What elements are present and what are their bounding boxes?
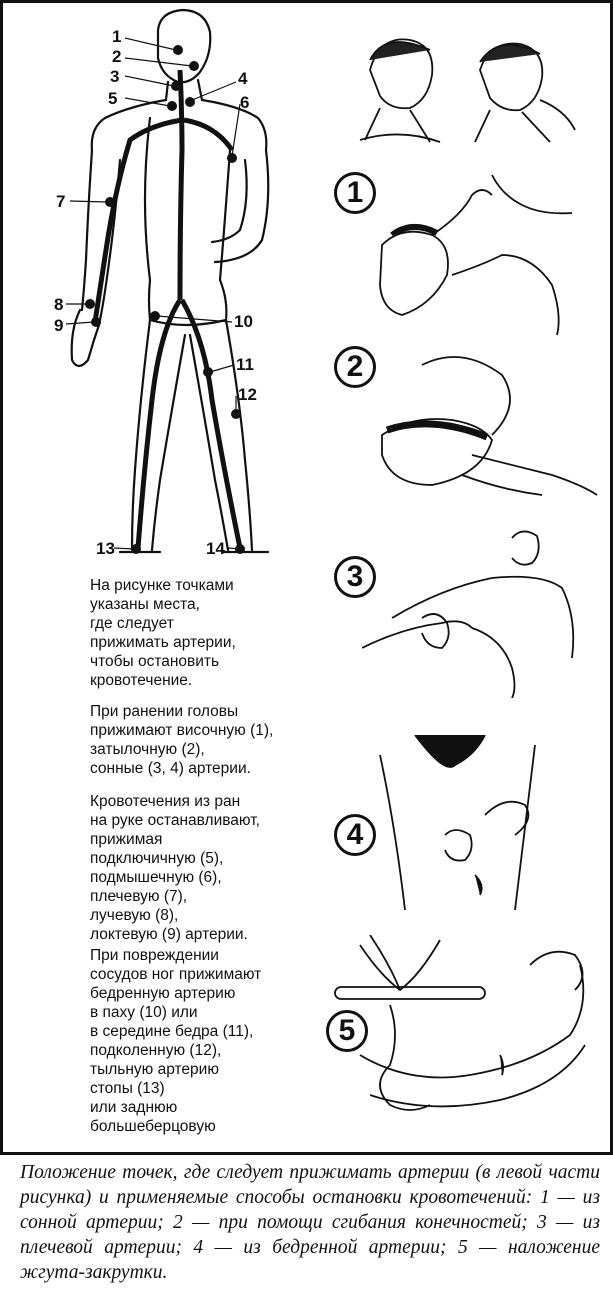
point-label-13: 13 (96, 539, 115, 558)
point-label-11: 11 (236, 355, 254, 374)
text-line: прижимая (90, 831, 163, 848)
method-number-1: 1 (334, 172, 376, 214)
point-label-9: 9 (54, 316, 64, 335)
text-line: подколенную (12), (90, 1042, 222, 1059)
text-block-arm (90, 792, 330, 944)
text-line: сосудов ног прижимают (90, 966, 262, 983)
text-line: кровотечение. (90, 672, 193, 689)
frame-bottom-border (0, 1152, 613, 1155)
text-line: бедренную артерию (90, 985, 236, 1002)
text-line: подключичную (5), (90, 850, 224, 867)
point-label-3: 3 (110, 67, 120, 86)
point-label-14: 14 (206, 539, 225, 558)
limb-flexion-leg-illustration (372, 345, 602, 515)
text-line: где следует (90, 615, 174, 632)
text-block-leg (90, 946, 330, 1136)
brachial-pressure-illustration (362, 528, 602, 698)
text-line: тыльную артерию (90, 1061, 219, 1078)
method-number-3: 3 (334, 556, 376, 598)
figure-caption: Положение точек, где следует прижимать артерии (в левой части рисунка) и применяемые способы остановки кровотечений: 1 — из сонной артерии; 2 — при помощи сгибания конечностей; 3 — из плечевой артерии; 4 — из бедренной артерии; 5 — наложение жгута-закрутки. (20, 1162, 600, 1283)
method-number-4: 4 (334, 814, 376, 856)
text-line: При повреждении (90, 947, 219, 964)
text-line: затылочную (2), (90, 741, 205, 758)
femoral-pressure-illustration (375, 735, 600, 910)
text-line: или заднюю (90, 1099, 178, 1116)
text-line: локтевую (9) артерии. (90, 926, 248, 943)
text-line: сонные (3, 4) артерии. (90, 760, 251, 777)
text-line: плечевую (7), (90, 888, 188, 905)
text-line: лучевую (8), (90, 907, 179, 924)
point-label-4: 4 (238, 69, 248, 88)
text-line: в середине бедра (11), (90, 1023, 254, 1040)
text-line: При ранении головы (90, 703, 239, 720)
method-number-5: 5 (326, 1010, 368, 1052)
point-label-6: 6 (240, 93, 250, 112)
point-label-1: 1 (112, 27, 122, 46)
text-line: На рисунке точками (90, 577, 234, 594)
carotid-pressure-illustration (340, 30, 600, 150)
point-label-8: 8 (54, 295, 64, 314)
tourniquet-illustration (330, 935, 605, 1135)
text-block-head (90, 702, 330, 778)
limb-flexion-arm-illustration (372, 165, 602, 340)
point-label-10: 10 (234, 312, 253, 331)
text-line: стопы (13) (90, 1080, 165, 1097)
text-line: большеберцовую (90, 1118, 216, 1135)
point-label-7: 7 (56, 192, 66, 211)
point-label-12: 12 (238, 385, 257, 404)
text-line: прижимают височную (1), (90, 722, 274, 739)
text-line: на руке останавливают, (90, 812, 260, 829)
text-line: чтобы остановить (90, 653, 220, 670)
text-line: прижимать артерии, (90, 634, 236, 651)
text-line: Кровотечения из ран (90, 793, 241, 810)
point-label-2: 2 (112, 47, 122, 66)
text-block-intro (90, 576, 330, 690)
text-line: указаны места, (90, 596, 200, 613)
text-line: подмышечную (6), (90, 869, 222, 886)
method-number-2: 2 (334, 346, 376, 388)
point-label-5: 5 (108, 89, 118, 108)
text-line: в паху (10) или (90, 1004, 198, 1021)
body-artery-diagram (0, 0, 330, 570)
